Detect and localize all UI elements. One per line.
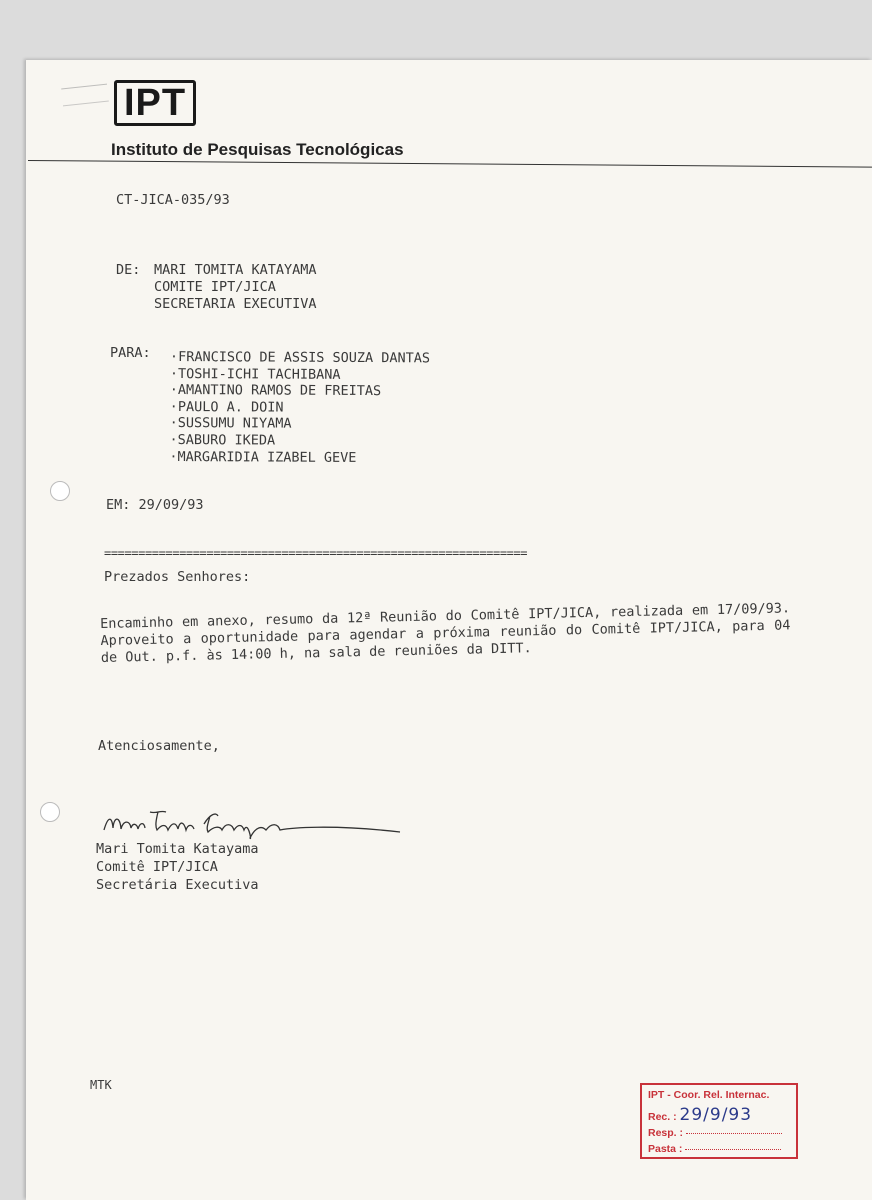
stamp-resp-row [648,1127,782,1139]
signer-title: Secretária Executiva [96,877,259,893]
typist-initials: MTK [90,1078,112,1092]
stamp-pasta-label: Pasta : [648,1143,683,1155]
recipient: · AMANTINO RAMOS DE FREITAS [170,382,430,400]
recipient: · TOSHI-ICHI TACHIBANA [170,366,430,384]
to-label: PARA: [110,345,151,361]
recipient: · SABURO IKEDA [169,432,429,450]
from-block [154,262,317,313]
from-line: MARI TOMITA KATAYAMA [154,262,317,278]
signature-block [96,840,259,894]
stamp-resp-label: Resp. : [648,1127,684,1139]
received-stamp [640,1083,798,1159]
recipient: · PAULO A. DOIN [170,399,430,417]
letter-body: Encaminho em anexo, resumo da 12ª Reunião do Comitê IPT/JICA, realizada em 17/09/93. Aproveito a oportunidade para agendar a próxima reunião do Comitê IPT/JICA, para 04 de Out. p.f. às 14:00 h, na sala de reuniões da DITT. [100,600,791,666]
signer-name: Mari Tomita Katayama [96,841,259,857]
ipt-logo: IPT [114,80,196,126]
closing: Atenciosamente, [98,738,220,754]
stamp-pasta-row [648,1143,781,1155]
stamp-title: IPT - Coor. Rel. Internac. [648,1089,770,1101]
signer-committee: Comitê IPT/JICA [96,859,218,875]
separator-line: ============================================================== [104,546,528,560]
punch-hole-upper [50,481,70,501]
institution-name: Instituto de Pesquisas Tecnológicas [111,140,404,159]
recipient: · FRANCISCO DE ASSIS SOUZA DANTAS [170,349,430,367]
greeting: Prezados Senhores: [104,569,251,585]
letter-date: EM: 29/09/93 [106,497,204,513]
recipient: · MARGARIDIA IZABEL GEVE [169,449,429,467]
punch-hole-lower [40,802,60,822]
from-line: SECRETARIA EXECUTIVA [154,296,317,312]
stamp-rec-row [648,1105,752,1125]
recipient: · SUSSUMU NIYAMA [170,415,430,433]
from-line: COMITE IPT/JICA [154,279,276,295]
from-label: DE: [116,262,141,278]
handwritten-signature [100,802,410,842]
stamp-rec-date: 29/9/93 [679,1105,753,1125]
recipient-list [169,349,430,467]
reference-number: CT-JICA-035/93 [116,192,230,208]
stamp-rec-label: Rec. : [648,1111,677,1123]
